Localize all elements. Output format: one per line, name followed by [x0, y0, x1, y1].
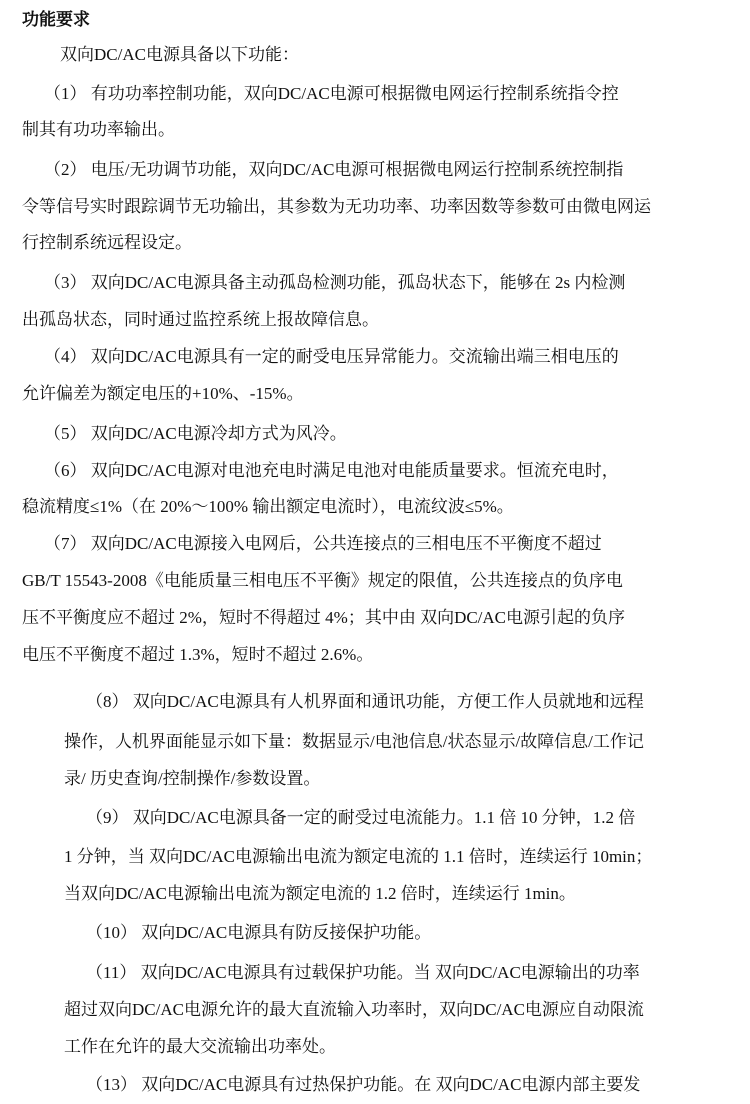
paragraph-line: （11） 双向DC/AC电源具有过载保护功能。当 双向DC/AC电源输出的功率 [86, 963, 640, 982]
paragraph-line: 1 分钟，当 双向DC/AC电源输出电流为额定电流的 1.1 倍时，连续运行 10min； [64, 847, 653, 866]
paragraph-line: （9） 双向DC/AC电源具备一定的耐受过电流能力。1.1 倍 10 分钟，1.2 倍 [86, 808, 636, 827]
paragraph-line: 操作，人机界面能显示如下量：数据显示/电池信息/状态显示/故障信息/工作记 [64, 732, 644, 751]
paragraph-line: （13） 双向DC/AC电源具有过热保护功能。在 双向DC/AC电源内部主要发 [86, 1075, 641, 1094]
paragraph-line: 电压不平衡度不超过 1.3%，短时不超过 2.6%。 [22, 645, 374, 664]
section-heading: 功能要求 [22, 10, 90, 30]
paragraph-line: 令等信号实时跟踪调节无功输出，其参数为无功功率、功率因数等参数可由微电网运 [22, 197, 651, 216]
paragraph-line: （3） 双向DC/AC电源具备主动孤岛检测功能，孤岛状态下，能够在 2s 内检测 [44, 273, 626, 292]
paragraph-line: 录/ 历史查询/控制操作/参数设置。 [64, 769, 321, 788]
paragraph-line: （6） 双向DC/AC电源对电池充电时满足电池对电能质量要求。恒流充电时， [44, 461, 619, 480]
paragraph-line: 允许偏差为额定电压的+10%、-15%。 [22, 384, 304, 403]
paragraph-line: （10） 双向DC/AC电源具有防反接保护功能。 [86, 923, 432, 942]
paragraph-line: （5） 双向DC/AC电源冷却方式为风冷。 [44, 424, 347, 443]
paragraph-line: 工作在允许的最大交流输出功率处。 [64, 1037, 336, 1056]
paragraph-line: 压不平衡度应不超过 2%，短时不得超过 4%；其中由 双向DC/AC电源引起的负序 [22, 608, 626, 627]
paragraph-line: 出孤岛状态，同时通过监控系统上报故障信息。 [22, 310, 379, 329]
paragraph-line: （4） 双向DC/AC电源具有一定的耐受电压异常能力。交流输出端三相电压的 [44, 347, 619, 366]
paragraph-line: （7） 双向DC/AC电源接入电网后，公共连接点的三相电压不平衡度不超过 [44, 534, 602, 553]
paragraph-line: 当双向DC/AC电源输出电流为额定电流的 1.2 倍时，连续运行 1min。 [64, 884, 576, 903]
paragraph-line: 行控制系统远程设定。 [22, 233, 192, 252]
paragraph-line: 制其有功功率输出。 [22, 120, 175, 139]
paragraph-line: （2） 电压/无功调节功能，双向DC/AC电源可根据微电网运行控制系统控制指 [44, 160, 624, 179]
paragraph-line: （8） 双向DC/AC电源具有人机界面和通讯功能，方便工作人员就地和远程 [86, 692, 644, 711]
paragraph-line: GB/T 15543-2008《电能质量三相电压不平衡》规定的限值，公共连接点的负序电 [22, 571, 623, 590]
paragraph-line: 超过双向DC/AC电源允许的最大直流输入功率时，双向DC/AC电源应自动限流 [64, 1000, 644, 1019]
intro-line: 双向DC/AC电源具备以下功能： [60, 45, 299, 64]
paragraph-line: （1） 有功功率控制功能，双向DC/AC电源可根据微电网运行控制系统指令控 [44, 84, 619, 103]
paragraph-line: 稳流精度≤1%（在 20%～100% 输出额定电流时），电流纹波≤5%。 [22, 497, 514, 516]
